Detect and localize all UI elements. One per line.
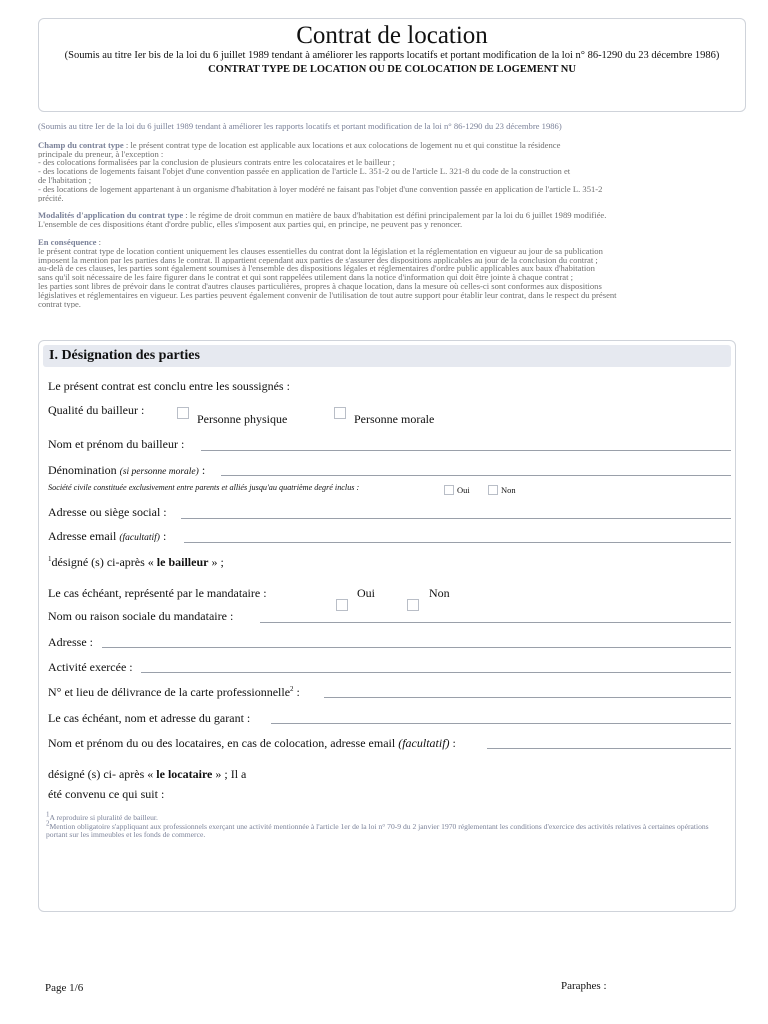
consequence-line: les parties sont libres de prévoir dans le contrat d'autres clauses particulières, propres à chaque location, dans la mesure où celles-ci sont conformes aux dispositions xyxy=(38,281,602,291)
consequence-colon: : xyxy=(96,237,102,247)
checkbox-personne-physique[interactable] xyxy=(177,407,189,419)
carte-label: N° et lieu de délivrance de la carte professionnelle xyxy=(48,685,291,699)
section-title: I. Désignation des parties xyxy=(43,345,731,367)
designe-bailleur: le bailleur xyxy=(156,555,209,569)
intro-section xyxy=(38,122,738,317)
option-mandataire-oui: Oui xyxy=(357,586,375,600)
modalites-paragraph xyxy=(38,211,738,229)
intro-sentence: Le présent contrat est conclu entre les soussignés : xyxy=(48,379,290,393)
denomination-label: Dénomination xyxy=(48,463,117,477)
adresse-email-label: Adresse email xyxy=(48,529,117,543)
champ-line: de l'habitation ; xyxy=(38,175,92,185)
denomination-row xyxy=(48,463,205,479)
adresse-email-field[interactable] xyxy=(184,542,731,543)
adresse-email-row xyxy=(48,529,166,545)
mandataire-label: Le cas échéant, représenté par le mandataire : xyxy=(48,586,267,600)
locataire-suffix: » ; Il a xyxy=(212,767,247,781)
option-sci-non: Non xyxy=(501,485,516,495)
garant-field[interactable] xyxy=(271,723,731,724)
intro-lead: (Soumis au titre Ier de la loi du 6 juillet 1989 tendant à améliorer les rapports locatifs et portant modification de la loi n° 86-1290 du 23 décembre 1986) xyxy=(38,122,562,131)
consequence-label: En conséquence xyxy=(38,237,97,247)
nom-bailleur-field[interactable] xyxy=(201,450,731,451)
consequence-paragraph xyxy=(38,238,738,308)
footnotes xyxy=(46,810,732,840)
contract-type-title: CONTRAT TYPE DE LOCATION OU DE COLOCATION DE LOGEMENT NU xyxy=(208,64,576,75)
qualite-label: Qualité du bailleur : xyxy=(48,403,145,417)
locataires-colon: : xyxy=(449,736,456,750)
locataires-note: (facultatif) xyxy=(398,736,450,750)
consequence-line: sans qu'il soit nécessaire de les faire figurer dans le contrat et qui sont rappelées utilement dans la notice d'information qui doit être jointe à chaque contrat ; xyxy=(38,273,574,282)
consequence-line: au-delà de ces clauses, les parties sont également soumises à l'ensemble des dispositions légales et réglementaires d'ordre public applicables aux baux d'habitation xyxy=(38,264,595,274)
adresse-mandataire-field[interactable] xyxy=(102,647,731,648)
champ-line: - des locations de logements faisant l'objet d'une convention passée en application de l'article L. 351-2 ou de l'article L. 321-8 du code de la construction et xyxy=(38,167,571,176)
document-subtitle: (Soumis au titre Ier bis de la loi du 6 juillet 1989 tendant à améliorer les rapports locatifs et portant modification de la loi n° 86-1290 du 23 décembre 1986) xyxy=(64,50,720,61)
consequence-line: contrat type. xyxy=(38,299,81,309)
adresse-siege-label: Adresse ou siège social : xyxy=(48,505,167,519)
adresse-email-colon: : xyxy=(159,529,167,543)
consequence-heading xyxy=(38,238,738,247)
carte-footnote-ref: 2 xyxy=(290,685,294,693)
locataire-prefix: désigné (s) ci- après « xyxy=(48,767,157,781)
consequence-line: imposent la mention par les parties dans le contrat. Il appartient cependant aux parties de s'assurer des dispositions applicables au jour de la conclusion du contrat ; xyxy=(38,255,598,265)
champ-line: - des colocations formalisées par la conclusion de plusieurs contrats entre les colocataires et le bailleur ; xyxy=(38,158,395,168)
nom-bailleur-label: Nom et prénom du bailleur : xyxy=(48,437,185,451)
checkbox-sci-non[interactable] xyxy=(488,485,498,495)
modalites-label: Modalités d'application du contrat type xyxy=(38,211,184,221)
denomination-field[interactable] xyxy=(221,475,731,476)
parties-section xyxy=(38,340,736,912)
checkbox-mandataire-oui[interactable] xyxy=(336,599,348,611)
champ-paragraph xyxy=(38,141,738,203)
consequence-line: le présent contrat type de location contient uniquement les clauses essentielles du contrat dont la législation et la réglementation en vigueur au jour de sa publication xyxy=(38,246,603,256)
champ-line: précité. xyxy=(38,193,64,203)
sci-note: Société civile constituée exclusivement entre parents et alliés jusqu'au quatrième degré inclus : xyxy=(48,483,360,492)
champ-line: principale du preneur, à l'exception : xyxy=(38,149,164,159)
checkbox-personne-morale[interactable] xyxy=(334,407,346,419)
checkbox-mandataire-non[interactable] xyxy=(407,599,419,611)
denomination-colon: : xyxy=(198,463,206,477)
designe-footnote-ref: 1 xyxy=(48,555,52,563)
champ-line: - des locations de logement appartenant à un organisme d'habitation à loyer modéré ne faisant pas l'objet d'une convention passée en application de l'article L. 351-2 xyxy=(38,184,603,194)
adresse-mandataire-label: Adresse : xyxy=(48,635,93,649)
champ-line xyxy=(38,141,738,150)
designe-suffix: » ; xyxy=(208,555,224,569)
checkbox-sci-oui[interactable] xyxy=(444,485,454,495)
activite-label: Activité exercée : xyxy=(48,660,133,674)
locataires-field[interactable] xyxy=(487,748,731,749)
locataires-row xyxy=(48,736,456,750)
raison-sociale-field[interactable] xyxy=(260,622,731,623)
carte-field[interactable] xyxy=(324,697,731,698)
modalites-line: L'ensemble de ces dispositions étant d'ordre public, elles s'imposent aux parties qui, en principe, ne peuvent pas y renoncer. xyxy=(38,220,463,229)
option-mandataire-non: Non xyxy=(429,586,450,600)
footnote-1-text: A reproduire si pluralité de bailleur. xyxy=(49,813,158,822)
designe-locataire-row xyxy=(48,767,246,781)
activite-field[interactable] xyxy=(141,672,731,673)
denomination-note: (si personne morale) xyxy=(119,467,199,477)
option-personne-morale: Personne morale xyxy=(354,412,435,426)
champ-text: : le présent contrat type de location est applicable aux locations et aux colocations de logement nu et qui constitue la résidence xyxy=(123,140,561,150)
modalites-line xyxy=(38,211,738,220)
designe-bailleur-row xyxy=(48,555,224,569)
designe-prefix: désigné (s) ci-après « xyxy=(51,555,157,569)
locataires-label: Nom et prénom du ou des locataires, en cas de colocation, adresse email xyxy=(48,736,396,750)
designe-locataire: le locataire xyxy=(156,767,213,781)
option-sci-oui: Oui xyxy=(457,485,470,495)
option-personne-physique: Personne physique xyxy=(197,412,288,426)
contract-header xyxy=(38,18,746,112)
paraphes-label: Paraphes : xyxy=(561,980,607,992)
champ-label: Champ du contrat type xyxy=(38,140,124,150)
document-title: Contrat de location xyxy=(296,22,488,49)
footnote-1-number: 1 xyxy=(46,810,50,819)
raison-sociale-label: Nom ou raison sociale du mandataire : xyxy=(48,609,234,623)
convenu-text: été convenu ce qui suit : xyxy=(48,787,165,801)
page-number: Page 1/6 xyxy=(45,982,84,994)
adresse-siege-field[interactable] xyxy=(181,518,731,519)
garant-label: Le cas échéant, nom et adresse du garant : xyxy=(48,711,251,725)
consequence-line: législatives et réglementaires en vigueur. Les parties peuvent également convenir de l'utilisation de tout autre support pour établir leur contrat, dans le respect du présent xyxy=(38,290,617,300)
footnote-2-number: 2 xyxy=(46,819,50,828)
carte-row xyxy=(48,685,300,699)
modalites-text: : le régime de droit commun en matière de baux d'habitation est défini principalement par la loi du 6 juillet 1989 modifiée. xyxy=(183,211,607,221)
footnote-2-text: Mention obligatoire s'appliquant aux professionnels exerçant une activité mentionnée à l'article 1er de la loi n° 70-9 du 2 janvier 1970 réglementant les conditions d'exercice des activités relatives à certaines opérations portant sur les immeubles et les fonds de commerce. xyxy=(46,821,709,840)
carte-colon: : xyxy=(293,685,300,699)
footnote-2 xyxy=(46,819,732,840)
adresse-email-note: (facultatif) xyxy=(119,533,160,543)
